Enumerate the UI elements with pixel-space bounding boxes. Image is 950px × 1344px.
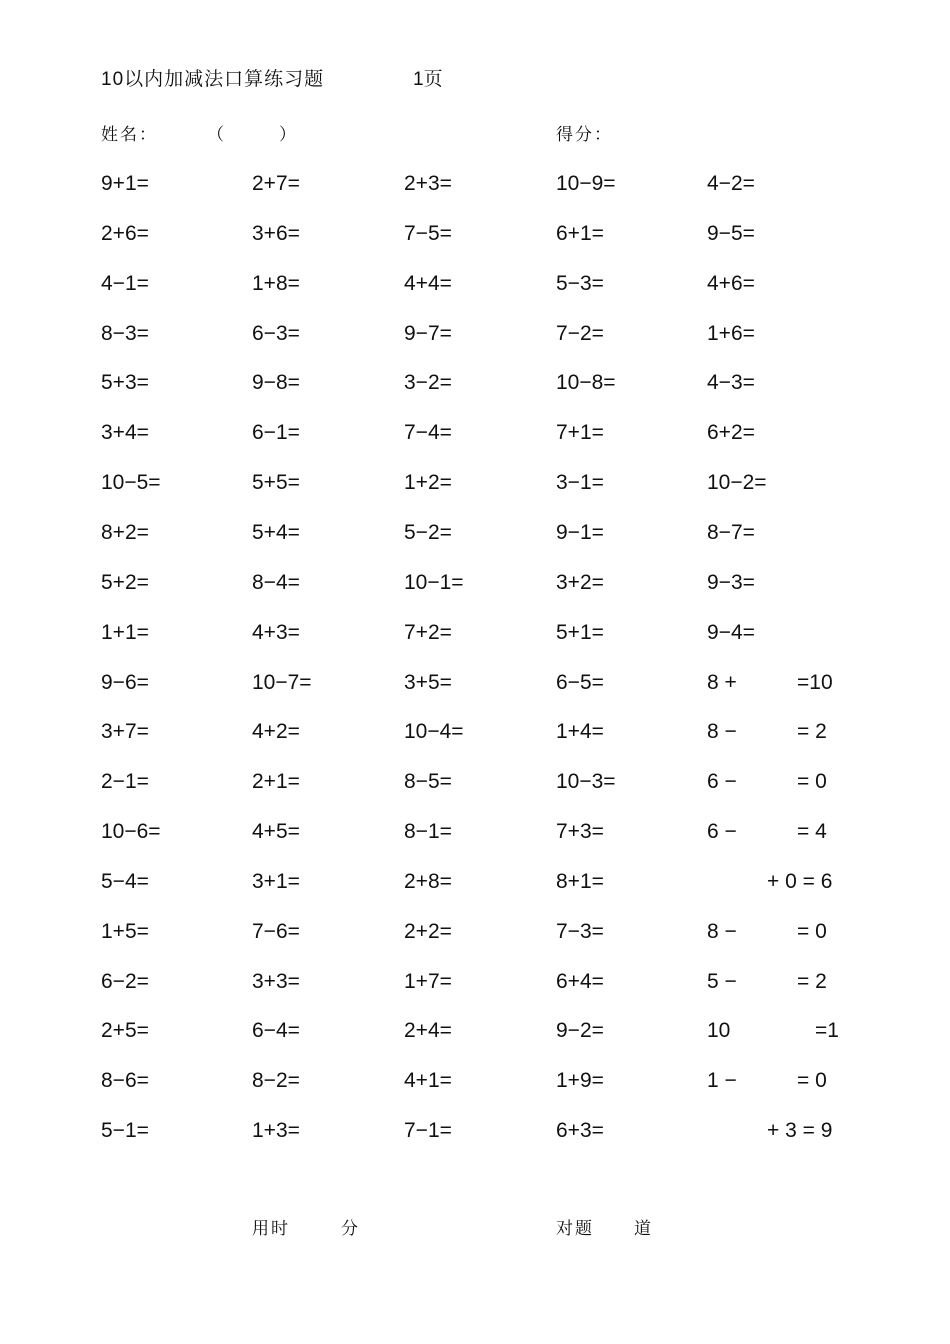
fill-in-result: = 0 — [797, 770, 827, 793]
problem-cell: 8+1= — [556, 870, 604, 893]
problem-cell: 10−7= — [252, 671, 312, 694]
problem-row — [0, 418, 950, 448]
problem-cell: 9−2= — [556, 1019, 604, 1042]
problem-cell: 3+4= — [101, 421, 149, 444]
fill-in-result: = 2 — [797, 970, 827, 993]
problem-cell: 1+7= — [404, 970, 452, 993]
problem-cell: 9−3= — [707, 571, 755, 594]
problem-cell: 7−1= — [404, 1119, 452, 1142]
problem-row — [0, 668, 950, 698]
problem-cell: 3−1= — [556, 471, 604, 494]
problem-cell: 9−6= — [101, 671, 149, 694]
problem-cell: 2+4= — [404, 1019, 452, 1042]
problem-cell: 10−6= — [101, 820, 161, 843]
problem-row — [0, 967, 950, 997]
problem-cell: 8 − — [707, 720, 737, 743]
problem-row — [0, 767, 950, 797]
problem-cell: 7+1= — [556, 421, 604, 444]
problem-row — [0, 1016, 950, 1046]
problem-cell: 7−5= — [404, 222, 452, 245]
problem-cell: 6+2= — [707, 421, 755, 444]
problem-cell: 2+1= — [252, 770, 300, 793]
time-label: 用时 — [252, 1219, 290, 1238]
time-unit: 分 — [341, 1219, 360, 1238]
problem-cell: 4+6= — [707, 272, 755, 295]
problem-row — [0, 568, 950, 598]
problem-cell: 3+1= — [252, 870, 300, 893]
problem-row — [0, 219, 950, 249]
problem-cell: 3+3= — [252, 970, 300, 993]
problem-cell: 2−1= — [101, 770, 149, 793]
problem-row — [0, 269, 950, 299]
problem-cell: 8 − — [707, 920, 737, 943]
problem-cell: 10−2= — [707, 471, 767, 494]
problem-cell: 10−4= — [404, 720, 464, 743]
fill-in-result: = 2 — [797, 720, 827, 743]
problem-cell: 5−4= — [101, 870, 149, 893]
problem-cell: 4−2= — [707, 172, 755, 195]
problem-cell: 6−4= — [252, 1019, 300, 1042]
correct-unit: 道 — [634, 1219, 653, 1238]
problem-cell: 8−7= — [707, 521, 755, 544]
score-label: 得分： — [556, 125, 613, 144]
problem-cell: 8−2= — [252, 1069, 300, 1092]
problem-cell: 8−5= — [404, 770, 452, 793]
problem-cell: 4−1= — [101, 272, 149, 295]
problem-cell: 3+5= — [404, 671, 452, 694]
problem-cell: 5−2= — [404, 521, 452, 544]
problem-cell: 10−5= — [101, 471, 161, 494]
name-label: 姓名： — [101, 125, 158, 144]
problem-cell: 8−6= — [101, 1069, 149, 1092]
problem-cell: 6+4= — [556, 970, 604, 993]
problem-cell: 5+3= — [101, 371, 149, 394]
fill-in-result: = 4 — [797, 820, 827, 843]
problem-cell: 2+7= — [252, 172, 300, 195]
fill-in-result: + 0 = 6 — [767, 870, 833, 893]
problem-cell: 6+3= — [556, 1119, 604, 1142]
problem-cell: 8−1= — [404, 820, 452, 843]
problem-cell: 5+2= — [101, 571, 149, 594]
problem-cell: 6−3= — [252, 322, 300, 345]
problem-cell: 9−5= — [707, 222, 755, 245]
problem-cell: 8 + — [707, 671, 737, 694]
problem-cell: 4+2= — [252, 720, 300, 743]
problem-cell: 6−2= — [101, 970, 149, 993]
problem-cell: 1+5= — [101, 920, 149, 943]
problem-cell: 4+5= — [252, 820, 300, 843]
problem-cell: 9−8= — [252, 371, 300, 394]
fill-in-result: =10 — [797, 671, 833, 694]
problem-cell: 2+5= — [101, 1019, 149, 1042]
problem-row — [0, 717, 950, 747]
name-bracket-close: ） — [279, 125, 298, 144]
problem-cell: 5 − — [707, 970, 737, 993]
problem-row — [0, 618, 950, 648]
problem-row — [0, 1116, 950, 1146]
problem-cell: 1+3= — [252, 1119, 300, 1142]
problem-cell: 10−1= — [404, 571, 464, 594]
problem-cell: 1+6= — [707, 322, 755, 345]
problem-cell: 5−3= — [556, 272, 604, 295]
problem-cell: 7+2= — [404, 621, 452, 644]
problem-cell: 6 − — [707, 820, 737, 843]
problem-cell: 7−3= — [556, 920, 604, 943]
problem-cell: 9−1= — [556, 521, 604, 544]
problem-cell: 1+1= — [101, 621, 149, 644]
problem-row — [0, 468, 950, 498]
problem-cell: 10 — [707, 1019, 731, 1042]
problem-row — [0, 368, 950, 398]
fill-in-result: + 3 = 9 — [767, 1119, 833, 1142]
problem-cell: 6 − — [707, 770, 737, 793]
problem-cell: 3−2= — [404, 371, 452, 394]
problem-cell: 10−8= — [556, 371, 616, 394]
fill-in-result: = 0 — [797, 1069, 827, 1092]
problem-cell: 5+1= — [556, 621, 604, 644]
problem-row — [0, 867, 950, 897]
problem-cell: 2+2= — [404, 920, 452, 943]
problem-cell: 3+2= — [556, 571, 604, 594]
problem-cell: 7−2= — [556, 322, 604, 345]
problem-cell: 8−3= — [101, 322, 149, 345]
problem-cell: 4+3= — [252, 621, 300, 644]
problem-cell: 5+4= — [252, 521, 300, 544]
problem-cell: 3+7= — [101, 720, 149, 743]
problem-row — [0, 917, 950, 947]
problem-cell: 2+6= — [101, 222, 149, 245]
problem-cell: 10−9= — [556, 172, 616, 195]
problem-cell: 7−6= — [252, 920, 300, 943]
problem-cell: 8−4= — [252, 571, 300, 594]
problem-cell: 3+6= — [252, 222, 300, 245]
problem-cell: 5+5= — [252, 471, 300, 494]
problem-row — [0, 169, 950, 199]
problem-cell: 4+4= — [404, 272, 452, 295]
problem-cell: 1 − — [707, 1069, 737, 1092]
problem-cell: 7+3= — [556, 820, 604, 843]
problem-cell: 1+8= — [252, 272, 300, 295]
problem-cell: 1+2= — [404, 471, 452, 494]
problem-cell: 9−4= — [707, 621, 755, 644]
problem-row — [0, 319, 950, 349]
problem-row — [0, 817, 950, 847]
problem-cell: 9−7= — [404, 322, 452, 345]
problem-cell: 1+4= — [556, 720, 604, 743]
problem-cell: 1+9= — [556, 1069, 604, 1092]
problem-row — [0, 1066, 950, 1096]
problem-cell: 4+1= — [404, 1069, 452, 1092]
problem-cell: 10−3= — [556, 770, 616, 793]
problem-cell: 9+1= — [101, 172, 149, 195]
problem-cell: 5−1= — [101, 1119, 149, 1142]
problem-cell: 4−3= — [707, 371, 755, 394]
problem-cell: 6−5= — [556, 671, 604, 694]
correct-label: 对题 — [556, 1219, 594, 1238]
problem-cell: 8+2= — [101, 521, 149, 544]
name-bracket-open: （ — [207, 125, 226, 144]
fill-in-result: = 0 — [797, 920, 827, 943]
problem-cell: 7−4= — [404, 421, 452, 444]
problem-cell: 6+1= — [556, 222, 604, 245]
problem-row — [0, 518, 950, 548]
problem-cell: 6−1= — [252, 421, 300, 444]
problem-cell: 2+3= — [404, 172, 452, 195]
page-number: 1页 — [413, 69, 443, 90]
fill-in-result: =1 — [815, 1019, 839, 1042]
worksheet-title: 10以内加减法口算练习题 — [101, 69, 325, 90]
problem-cell: 2+8= — [404, 870, 452, 893]
